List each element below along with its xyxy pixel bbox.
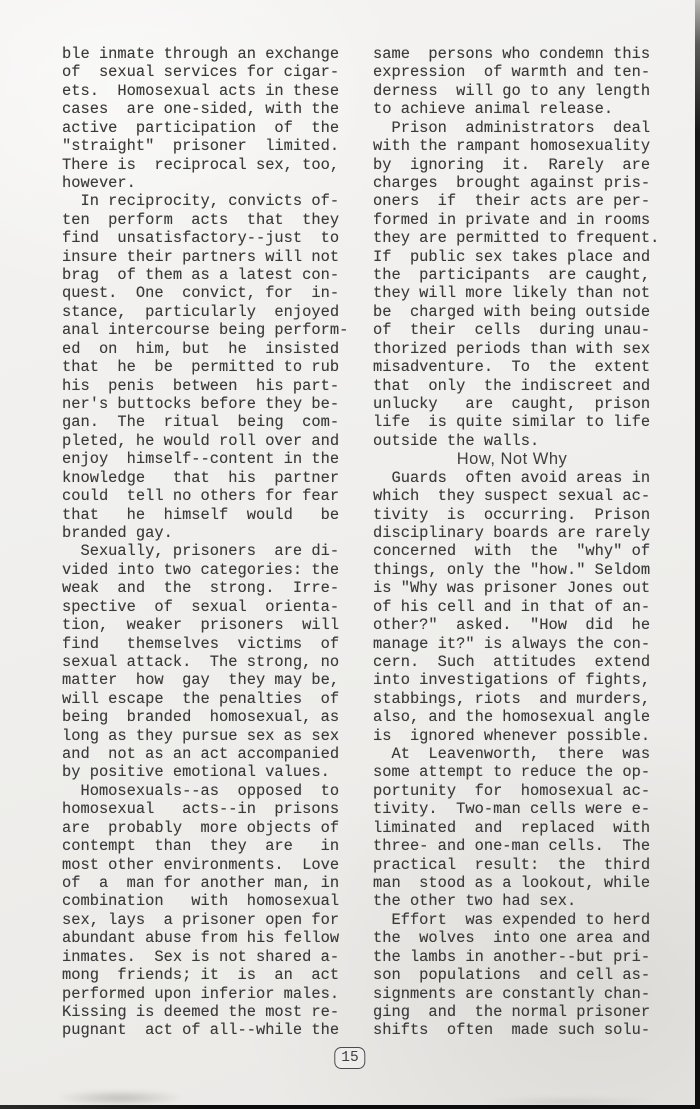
text-line: with the rampant homosexuality bbox=[373, 137, 651, 156]
text-line: is "Why was prisoner Jones out bbox=[373, 579, 651, 598]
text-line: Effort was expended to herd bbox=[373, 910, 651, 929]
text-line: man stood as a lookout, while bbox=[373, 873, 651, 892]
text-line: son populations and cell as- bbox=[373, 966, 651, 985]
text-line: There is reciprocal sex, too, bbox=[62, 155, 340, 174]
text-line: anal intercourse being perform- bbox=[62, 321, 349, 340]
text-line: things, only the "how." Seldom bbox=[373, 560, 651, 579]
text-line: the lambs in another--but pri- bbox=[373, 947, 651, 966]
text-line: mong friends; it is an act bbox=[62, 966, 340, 985]
text-line: active participation of the bbox=[62, 118, 340, 137]
text-line: abundant abuse from his fellow bbox=[62, 929, 340, 948]
text-line: that only the indiscreet and bbox=[373, 376, 651, 395]
text-line: practical result: the third bbox=[373, 855, 651, 874]
text-line: tivity. Two-man cells were e- bbox=[373, 800, 651, 819]
text-line: enjoy himself--content in the bbox=[62, 450, 340, 469]
text-line: tivity is occurring. Prison bbox=[373, 505, 651, 524]
text-line: contempt than they are in bbox=[62, 837, 340, 856]
text-line: his penis between his part- bbox=[62, 376, 340, 395]
text-line: portunity for homosexual ac- bbox=[373, 781, 651, 800]
text-line: formed in private and in rooms bbox=[373, 210, 651, 229]
text-line: by positive emotional values. bbox=[62, 763, 330, 782]
text-line: quest. One convict, for in- bbox=[62, 284, 340, 303]
text-line: three- and one-man cells. The bbox=[373, 837, 651, 856]
scan-edge-right bbox=[695, 0, 700, 1109]
text-line: will escape the penalties of bbox=[62, 689, 340, 708]
text-line: Kissing is deemed the most re- bbox=[62, 1002, 340, 1021]
text-line: performed upon inferior males. bbox=[62, 984, 340, 1003]
scan-smudge bbox=[55, 1090, 185, 1106]
text-line: sexual attack. The strong, no bbox=[62, 652, 340, 671]
text-line: and not as an act accompanied bbox=[62, 745, 340, 764]
section-heading: How, Not Why bbox=[456, 450, 568, 469]
text-line: In reciprocity, convicts of- bbox=[62, 192, 340, 211]
text-line: long as they pursue sex as sex bbox=[62, 726, 340, 745]
text-line: ble inmate through an exchange bbox=[62, 45, 340, 63]
text-line: being branded homosexual, as bbox=[62, 708, 340, 727]
text-line: of his cell and in that of an- bbox=[373, 597, 651, 616]
text-line: expression of warmth and ten- bbox=[373, 63, 651, 82]
text-line: that he himself would be bbox=[62, 505, 340, 524]
text-line: disciplinary boards are rarely bbox=[373, 523, 651, 542]
text-line: knowledge that his partner bbox=[62, 468, 340, 487]
text-line: At Leavenworth, there was bbox=[373, 745, 651, 764]
text-line: concerned with the "why" of bbox=[373, 542, 651, 561]
text-line: some attempt to reduce the op- bbox=[373, 763, 651, 782]
text-line: they are permitted to frequent. bbox=[373, 229, 660, 248]
text-line: Sexually, prisoners are di- bbox=[62, 542, 340, 561]
text-line: find unsatisfactory--just to bbox=[62, 229, 340, 248]
text-line: "straight" prisoner limited. bbox=[62, 137, 340, 156]
two-column-text-body bbox=[62, 45, 660, 1040]
left-column bbox=[62, 45, 349, 1040]
text-line: stance, particularly enjoyed bbox=[62, 302, 340, 321]
right-column-upper-text bbox=[373, 45, 660, 450]
text-line: matter how gay they may be, bbox=[62, 671, 340, 690]
text-line: signments are constantly chan- bbox=[373, 984, 651, 1003]
text-line: cern. Such attitudes extend bbox=[373, 652, 651, 671]
text-line: homosexual acts--in prisons bbox=[62, 800, 340, 819]
text-line: cases are one-sided, with the bbox=[62, 100, 340, 119]
text-line: manage it?" is always the con- bbox=[373, 634, 651, 653]
text-line: they will more likely than not bbox=[373, 284, 651, 303]
text-line: could tell no others for fear bbox=[62, 487, 340, 506]
text-line: unlucky are caught, prison bbox=[373, 395, 651, 414]
text-line: Homosexuals--as opposed to bbox=[62, 781, 340, 800]
text-line: the other two had sex. bbox=[373, 892, 577, 911]
text-line: sex, lays a prisoner open for bbox=[62, 910, 340, 929]
text-line: combination with homosexual bbox=[62, 892, 340, 911]
text-line: however. bbox=[62, 173, 136, 192]
text-line: ten perform acts that they bbox=[62, 210, 340, 229]
right-column bbox=[373, 45, 660, 1040]
right-column-lower-text bbox=[373, 469, 651, 1040]
text-line: vided into two categories: the bbox=[62, 560, 340, 579]
scan-edge-bottom bbox=[0, 1105, 700, 1109]
text-line: tion, weaker prisoners will bbox=[62, 616, 340, 635]
text-line: most other environments. Love bbox=[62, 855, 340, 874]
text-line: derness will go to any length bbox=[373, 81, 651, 100]
text-line: stabbings, riots and murders, bbox=[373, 689, 651, 708]
text-line: pugnant act of all--while the bbox=[62, 1021, 340, 1040]
text-line: the participants are caught, bbox=[373, 266, 651, 285]
text-line: of a man for another man, in bbox=[62, 873, 340, 892]
text-line: also, and the homosexual angle bbox=[373, 708, 651, 727]
text-line: same persons who condemn this bbox=[373, 45, 651, 63]
text-line: pleted, he would roll over and bbox=[62, 431, 340, 450]
text-line: ging and the normal prisoner bbox=[373, 1002, 651, 1021]
text-line: ner's buttocks before they be- bbox=[62, 395, 340, 414]
text-line: by ignoring it. Rarely are bbox=[373, 155, 651, 174]
text-line: Prison administrators deal bbox=[373, 118, 651, 137]
text-line: branded gay. bbox=[62, 523, 173, 542]
text-line: Guards often avoid areas in bbox=[373, 468, 651, 487]
text-line: shifts often made such solu- bbox=[373, 1021, 651, 1040]
text-line: of their cells during unau- bbox=[373, 321, 651, 340]
text-line: oners if their acts are per- bbox=[373, 192, 651, 211]
text-line: thorized periods than with sex bbox=[373, 339, 651, 358]
text-line: which they suspect sexual ac- bbox=[373, 487, 651, 506]
text-line: inmates. Sex is not shared a- bbox=[62, 947, 340, 966]
text-line: the wolves into one area and bbox=[373, 929, 651, 948]
text-line: of sexual services for cigar- bbox=[62, 63, 340, 82]
text-line: misadventure. To the extent bbox=[373, 358, 651, 377]
text-line: that he be permitted to rub bbox=[62, 358, 340, 377]
text-line: into investigations of fights, bbox=[373, 671, 651, 690]
text-line: ets. Homosexual acts in these bbox=[62, 81, 340, 100]
text-line: to achieve animal release. bbox=[373, 100, 614, 119]
page-number-badge: 15 bbox=[334, 1047, 365, 1069]
text-line: If public sex takes place and bbox=[373, 247, 651, 266]
text-line: liminated and replaced with bbox=[373, 818, 651, 837]
text-line: are probably more objects of bbox=[62, 818, 340, 837]
text-line: ed on him, but he insisted bbox=[62, 339, 340, 358]
text-line: spective of sexual orienta- bbox=[62, 597, 340, 616]
text-line: gan. The ritual being com- bbox=[62, 413, 340, 432]
text-line: be charged with being outside bbox=[373, 302, 651, 321]
text-line: outside the walls. bbox=[373, 431, 540, 450]
text-line: charges brought against pris- bbox=[373, 173, 651, 192]
text-line: other?" asked. "How did he bbox=[373, 616, 651, 635]
text-line: insure their partners will not bbox=[62, 247, 340, 266]
text-line: find themselves victims of bbox=[62, 634, 340, 653]
text-line: is ignored whenever possible. bbox=[373, 726, 651, 745]
text-line: life is quite similar to life bbox=[373, 413, 651, 432]
text-line: weak and the strong. Irre- bbox=[62, 579, 340, 598]
text-line: brag of them as a latest con- bbox=[62, 266, 340, 285]
